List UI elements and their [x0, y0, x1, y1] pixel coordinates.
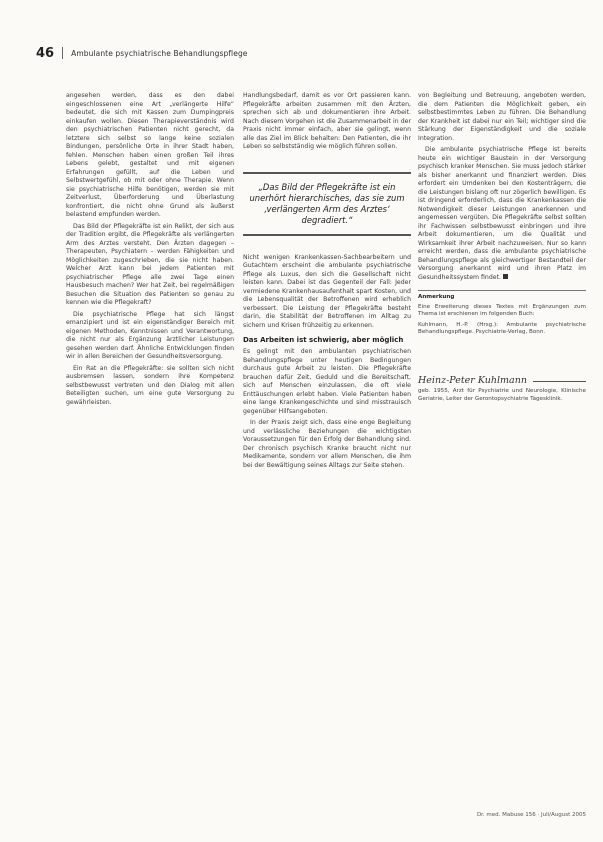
- section-heading: Das Arbeiten ist schwierig, aber möglich: [243, 336, 404, 344]
- paragraph: von Begleitung und Betreuung, angeboten werden, die dem Patienten die Möglichkeit geben, ein selbstbestimmtes Leben zu führen. Die Behandlung der Krankheit ist dabei nur ein Teil; wichtiger sind die Stärkung der Eigenständigkeit und die soziale Integration.: [418, 92, 586, 142]
- page-header: [36, 44, 576, 62]
- author-description: geb. 1955, Arzt für Psychiatrie und Neurologie, Klinische Geriatrie, Leiter der Gerontopsychiatrie Tagesklinik.: [418, 388, 586, 403]
- running-title: Ambulante psychiatrische Behandlungspflege: [71, 48, 248, 58]
- column-right: [418, 92, 586, 404]
- paragraph: [418, 146, 586, 282]
- pull-quote: „Das Bild der Pflegekräfte ist ein unerhört hierarchisches, das sie zum ‚verlängerten Arm des Arztes‘ degradiert.“: [243, 172, 411, 236]
- page-footer: Dr. med. Mabuse 156 · Juli/August 2005: [476, 812, 586, 818]
- page-number: 46: [36, 45, 55, 61]
- author-byline: [418, 374, 586, 386]
- end-mark-icon: [503, 274, 508, 279]
- footnote-box: [418, 290, 586, 337]
- paragraph: Das Bild der Pflegekräfte ist ein Relikt, der sich aus der Tradition ergibt, die Pflegekräfte als verlängerten Arm des Arztes versteht. Den Ärzten dagegen – Therapeuten, Psychiatern – werden Fähigkeiten und Möglichkeiten zugeschrieben, die sie nicht haben. Welcher Arzt kann bei jedem Patienten mit psychiatrischer Pflege alle zwei Tage einen Hausbesuch machen? Wer hat Zeit, bei regelmäßigen Besuchen die Situation des Patienten so genau zu kennen wie die Pflegekraft?: [66, 222, 234, 306]
- column-left: [66, 92, 234, 410]
- column-middle: [243, 92, 411, 473]
- footnote-literature: Kuhlmann, H.-P. (Hrsg.): Ambulante psychiatrische Behandlungspflege. Psychiatrie-Verlag, Bonn.: [418, 321, 586, 336]
- footnote-title: Anmerkung: [418, 294, 455, 300]
- footnote-text: Eine Erweiterung dieses Textes mit Ergänzungen zum Thema ist erschienen im folgenden Buch:: [418, 303, 586, 318]
- header-divider: [62, 47, 63, 59]
- paragraph: Handlungsbedarf, damit es vor Ort passieren kann. Pflegekräfte arbeiten zusammen mit den Ärzten, sprechen sich ab und dokumentieren ihre Arbeit. Nach diesem Vorgehen ist die Zusammenarbeit in der Praxis nicht immer einfach, aber sie gelingt, wenn alle das Ziel im Blick behalten: Den Patienten, die ihr Leben so selbstständig wie möglich führen sollen.: [243, 92, 411, 150]
- paragraph-text: Die ambulante psychiatrische Pflege ist bereits heute ein wichtiger Baustein in der Versorgung psychisch kranker Menschen. Sie muss jedoch stärker als bisher anerkannt und finanziert werden. Dies erfordert ein Umdenken bei den Kostenträgern, die die Leistungen bislang oft nur zögerlich bewilligen. Es ist dringend erforderlich, dass die Krankenkassen die Notwendigkeit dieser Leistungen anerkennen und angemessen vergüten. Die Pflegekräfte selbst sollten ihr Fachwissen selbstbewusst einbringen und ihre Arbeit dokumentieren, um die Qualität und Wirksamkeit ihrer Arbeit nachzuweisen. Nur so kann erreicht werden, dass die ambulante psychiatrische Behandlungspflege als gleichwertiger Bestandteil der Versorgung anerkannt wird und ihren Platz im Gesundheitssystem findet.: [418, 146, 586, 281]
- paragraph: Ein Rat an die Pflegekräfte: sie sollten sich nicht ausbremsen lassen, sondern ihre Kompetenz selbstbewusst vertreten und den Dialog mit allen Beteiligten suchen, um eine gute Versorgung zu gewährleisten.: [66, 364, 234, 406]
- paragraph: Es gelingt mit den ambulanten psychiatrischen Behandlungspflege unter heutigen Bedingungen durchaus gute Arbeit zu leisten. Die Pflegekräfte brauchen dafür Zeit, Geduld und die Bereitschaft, sich auf Menschen einzulassen, die oft viele Enttäuschungen erlebt haben. Viele Patienten haben eine lange Krankengeschichte und sind misstrauisch gegenüber Hilfsangeboten.: [243, 348, 411, 415]
- paragraph: Die psychiatrische Pflege hat sich längst emanzipiert und ist ein eigenständiger Bereich mit eigenen Methoden, Kenntnissen und Verantwortung, die nicht nur als Ergänzung ärztlicher Leistungen gesehen werden darf. Ähnliche Entwicklungen finden wir in allen Bereichen der Gesundheitsversorgung.: [66, 310, 234, 360]
- author-name: Heinz-Peter Kuhlmann: [418, 374, 527, 386]
- paragraph: In der Praxis zeigt sich, dass eine enge Begleitung und verlässliche Beziehungen die wichtigsten Voraussetzungen für den Erfolg der Behandlung sind. Der chronisch psychisch Kranke braucht nicht nur Medikamente, sondern vor allem Menschen, die ihm bei der Bewältigung seines Alltags zur Seite stehen.: [243, 419, 411, 469]
- paragraph: angesehen werden, dass es den dabei eingeschlossenen eine Art „verlängerte Hilfe“ bedeutet, die sich mit Kassen zum Dumpingpreis einkaufen wollen. Diesen Therapieverständnis wird den psychiatrischen Patienten nicht gerecht, da letztere sich selbst so lange keine sozialen Bindungen, persönliche Orte in ihrer Stadt haben, fehlen. Menschen haben einen großen Teil ihres Lebens gelebt, gestaltet und mit eigenen Erfahrungen gefüllt, auf die Leben und Selbstwertgefühl, ob mit oder ohne Therapie. Wenn sie psychiatrische Hilfe benötigen, werden sie mit Zeitverlust, Überforderung und Überlastung konfrontiert, die nicht ohne Grund als äußerst belastend empfunden werden.: [66, 92, 234, 218]
- author-rule: [533, 381, 586, 382]
- paragraph: Nicht wenigen Krankenkassen-Sachbearbeitern und Gutachtern erscheint die ambulante psychiatrische Pflege als Luxus, den sich die Gesellschaft nicht leisten kann. Dabei ist das Gegenteil der Fall: Jeder vermiedene Krankenhausaufenthalt spart Kosten, und die Lebensqualität der Betroffenen wird erheblich verbessert. Die Leistung der Pflegekräfte besteht darin, die Stabilität der Betroffenen im Alltag zu sichern und Krisen frühzeitig zu erkennen.: [243, 253, 411, 329]
